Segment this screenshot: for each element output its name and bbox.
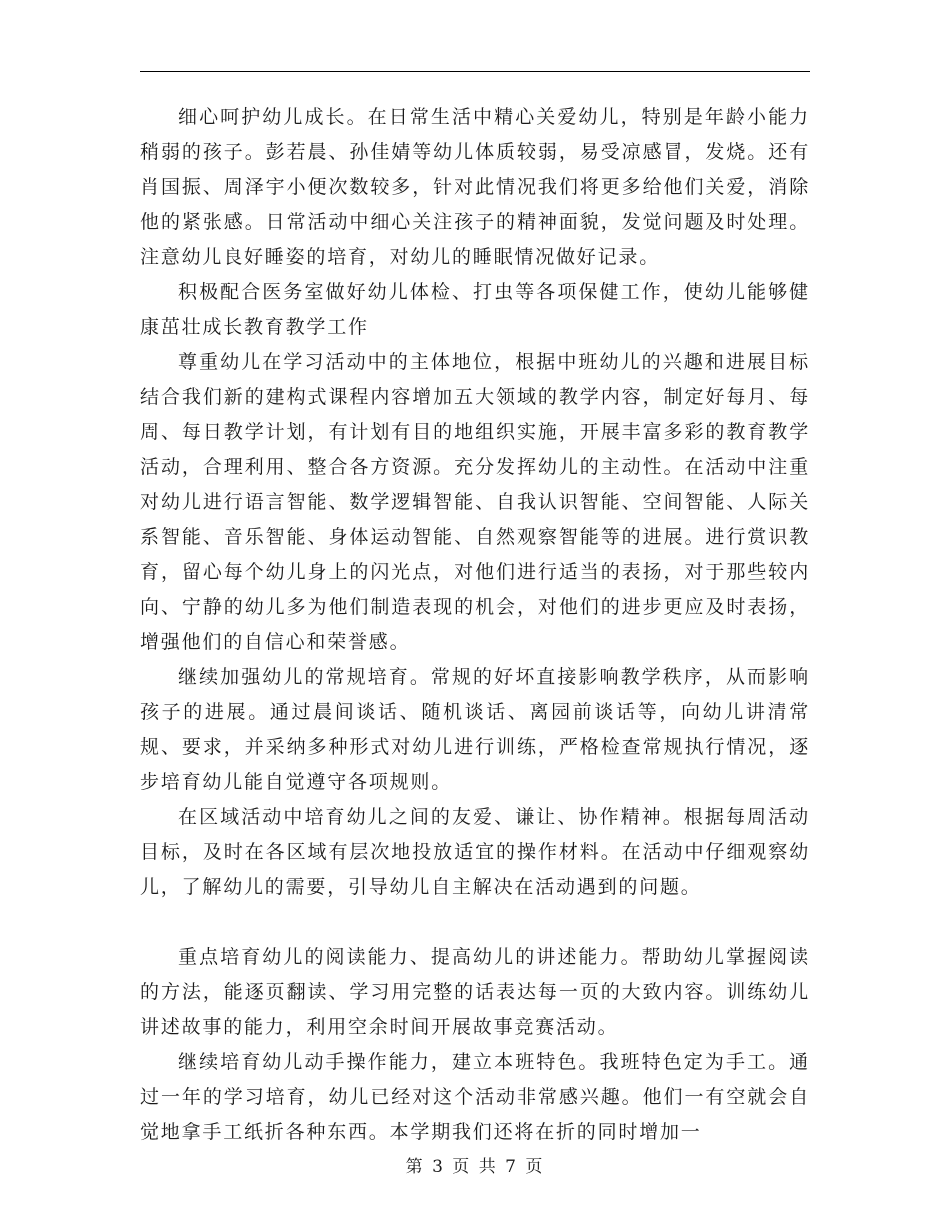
paragraph-routine: 继续加强幼儿的常规培育。常规的好坏直接影响教学秩序，从而影响孩子的进展。通过晨间谈话、随机谈话、离园前谈话等，向幼儿讲清常规、要求，并采纳多种形式对幼儿进行训练，严格检查常规执行情况，逐步培育幼儿能自觉遵守各项规则。 xyxy=(140,666,810,793)
document-body xyxy=(140,100,810,1150)
paragraph-area-activity: 在区域活动中培育幼儿之间的友爱、谦让、协作精神。根据每周活动目标，及时在各区域有层次地投放适宜的操作材料。在活动中仔细观察幼儿，了解幼儿的需要，引导幼儿自主解决在活动遇到的问题。 xyxy=(140,806,810,898)
paragraph-health: 积极配合医务室做好幼儿体检、打虫等各项保健工作，使幼儿能够健康茁壮成长教育教学工作 xyxy=(140,281,810,338)
paragraph-reading: 重点培育幼儿的阅读能力、提高幼儿的讲述能力。帮助幼儿掌握阅读的方法，能逐页翻读、学习用完整的话表达每一页的大致内容。训练幼儿讲述故事的能力，利用空余时间开展故事竞赛活动。 xyxy=(140,946,810,1038)
paragraph-handcraft: 继续培育幼儿动手操作能力，建立本班特色。我班特色定为手工。通过一年的学习培育，幼儿已经对这个活动非常感兴趣。他们一有空就会自觉地拿手工纸折各种东西。本学期我们还将在折的同时增加一 xyxy=(140,1051,810,1143)
page-number: 第 3 页 共 7 页 xyxy=(405,1157,545,1177)
header-rule xyxy=(140,71,810,72)
paragraph-care: 细心呵护幼儿成长。在日常生活中精心关爱幼儿，特别是年龄小能力稍弱的孩子。彭若晨、孙佳婧等幼儿体质较弱，易受凉感冒，发烧。还有肖国振、周泽宇小便次数较多，针对此情况我们将更多给他们关爱，消除他的紧张感。日常活动中细心关注孩子的精神面貌，发觉问题及时处理。注意幼儿良好睡姿的培育，对幼儿的睡眠情况做好记录。 xyxy=(140,106,810,268)
paragraph-teaching: 尊重幼儿在学习活动中的主体地位，根据中班幼儿的兴趣和进展目标结合我们新的建构式课程内容增加五大领域的教学内容，制定好每月、每周、每日教学计划，有计划有目的地组织实施，开展丰富多彩的教育教学活动，合理利用、整合各方资源。充分发挥幼儿的主动性。在活动中注重对幼儿进行语言智能、数学逻辑智能、自我认识智能、空间智能、人际关系智能、音乐智能、身体运动智能、自然观察智能等的进展。进行赏识教育，留心每个幼儿身上的闪光点，对他们进行适当的表扬，对于那些较内向、宁静的幼儿多为他们制造表现的机会，对他们的进步更应及时表扬，增强他们的自信心和荣誉感。 xyxy=(140,351,810,653)
